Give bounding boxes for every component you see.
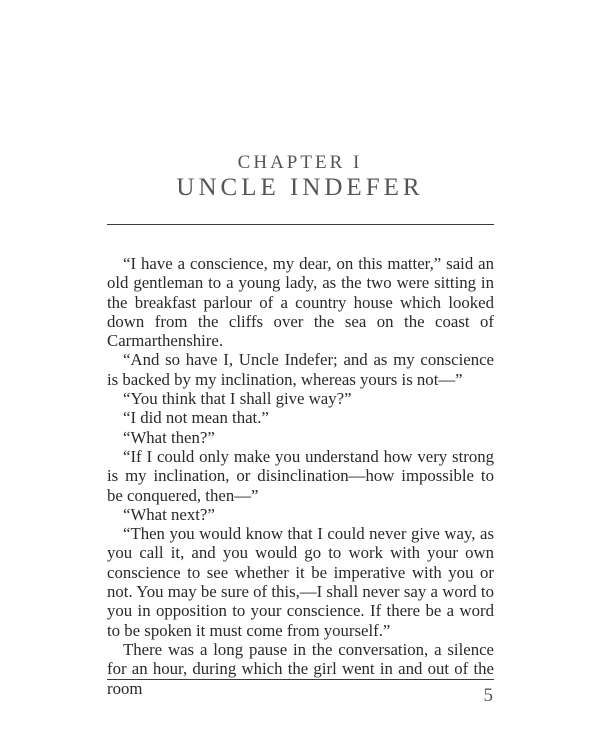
paragraph: “What next?” <box>123 504 215 524</box>
paragraph: “What then?” <box>123 427 215 447</box>
paragraph: “You think that I shall give way?” <box>123 389 352 409</box>
bottom-rule <box>107 679 494 680</box>
chapter-title: UNCLE INDEFER <box>176 174 424 201</box>
page-number: 5 <box>483 685 493 706</box>
paragraph: “I did not mean that.” <box>123 408 269 428</box>
paragraph: “I have a conscience, my dear, on this matter,” said an old gentleman to a young lady, as the two were sitting in the breakfast parlour of a country house which looked down from the cliffs over the sea on the coast of Carmarthenshire. <box>107 254 494 351</box>
body-text <box>107 254 494 698</box>
top-rule <box>107 224 494 225</box>
paragraph: “If I could only make you understand how very strong is my inclination, or disinclination—how impossible to be conquered, then—” <box>107 446 494 505</box>
paragraph: There was a long pause in the conversation, a silence for an hour, during which the girl went in and out of the room <box>107 639 494 698</box>
paragraph: “And so have I, Uncle Indefer; and as my conscience is backed by my inclination, whereas yours is not—” <box>107 350 494 389</box>
chapter-number: CHAPTER I <box>237 152 363 173</box>
paragraph: “Then you would know that I could never give way, as you call it, and you would go to work with your own conscience to see whether it be imperative with you or not. You may be sure of this,—I shall never say a word to you in opposition to your conscience. If there be a word to be spoken it must come from yourself.” <box>107 524 494 640</box>
